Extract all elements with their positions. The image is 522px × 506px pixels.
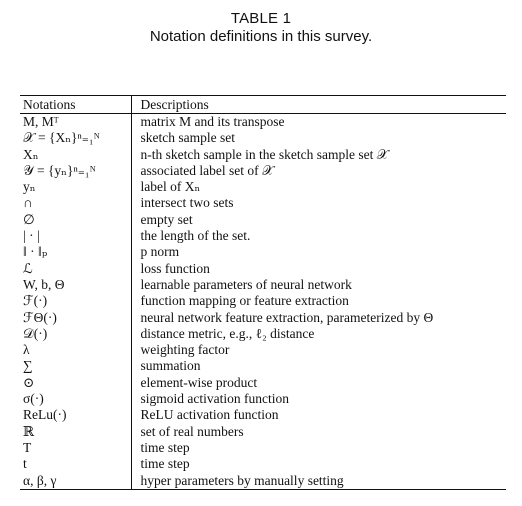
description-cell: the length of the set. [131,228,506,244]
table-row [20,228,506,244]
notation-cell: λ [23,342,30,358]
description-cell: matrix M and its transpose [131,114,506,131]
description-cell: loss function [131,261,506,277]
notation-cell: ℝ [23,423,35,439]
table-row [20,440,506,456]
table-row [20,473,506,490]
notation-cell: 𝒳 = {Xₙ}ⁿ₌₁ᴺ [23,130,100,146]
table-row [20,147,506,163]
description-cell: sigmoid activation function [131,391,506,407]
table-row [20,326,506,342]
table-row [20,424,506,440]
notation-cell: ℱ(·) [23,293,48,309]
table-row [20,244,506,260]
table-row [20,277,506,293]
table-row [20,407,506,423]
table-title: Notation definitions in this survey. [149,28,373,45]
notation-cell: α, β, γ [23,472,57,488]
notation-cell: yₙ [23,179,36,195]
table-row [20,212,506,228]
table-row [20,293,506,309]
description-cell: time step [131,440,506,456]
description-cell: function mapping or feature extraction [131,293,506,309]
notation-table-container [20,95,506,490]
table-body [20,114,506,490]
notation-cell: σ(·) [23,391,44,407]
notation-cell: ∅ [23,211,35,227]
table-row [20,163,506,179]
description-cell: empty set [131,212,506,228]
table-row [20,195,506,211]
description-cell: element-wise product [131,375,506,391]
table-row [20,114,506,131]
description-cell: hyper parameters by manually setting [131,473,506,490]
notation-cell: ∩ [23,195,33,211]
header-descriptions: Descriptions [131,96,506,114]
description-cell: weighting factor [131,342,506,358]
description-cell: n-th sketch sample in the sketch sample set 𝒳 [131,147,506,163]
notation-cell: ReLu(·) [23,407,67,423]
notation-cell: ∑ [23,358,33,374]
notation-cell: t [23,456,27,472]
table-row [20,342,506,358]
notation-cell: | · | [23,228,40,244]
table-row [20,130,506,146]
header-row [20,96,506,114]
notation-cell: ℒ [23,260,33,276]
table-label: TABLE 1 [230,10,292,27]
notation-cell: W, b, Θ [23,276,65,292]
table-row [20,375,506,391]
notation-cell: ⊙ [23,374,35,390]
notation-cell: 𝒟(·) [23,325,48,341]
description-cell: learnable parameters of neural network [131,277,506,293]
table-row [20,358,506,374]
notation-cell: ‖ · ‖ₚ [23,244,48,260]
notation-cell: Xₙ [23,146,39,162]
notation-cell: M, Mᵀ [23,114,59,129]
table-row [20,391,506,407]
description-cell: time step [131,456,506,472]
description-cell: p norm [131,244,506,260]
description-cell: summation [131,358,506,374]
notation-cell: T [23,439,32,455]
description-cell: intersect two sets [131,195,506,211]
table-row [20,179,506,195]
description-cell: distance metric, e.g., ℓ₂ distance [131,326,506,342]
description-cell: set of real numbers [131,424,506,440]
description-cell: neural network feature extraction, parameterized by Θ [131,310,506,326]
table-header [20,96,506,114]
description-cell: associated label set of 𝒳 [131,163,506,179]
table-row [20,310,506,326]
description-cell: sketch sample set [131,130,506,146]
notation-table [20,95,506,490]
description-cell: ReLU activation function [131,407,506,423]
table-row [20,456,506,472]
table-row [20,261,506,277]
header-notations: Notations [23,97,76,112]
notation-cell: 𝒴 = {yₙ}ⁿ₌₁ᴺ [23,162,96,178]
notation-cell: ℱΘ(·) [23,309,57,325]
description-cell: label of Xₙ [131,179,506,195]
